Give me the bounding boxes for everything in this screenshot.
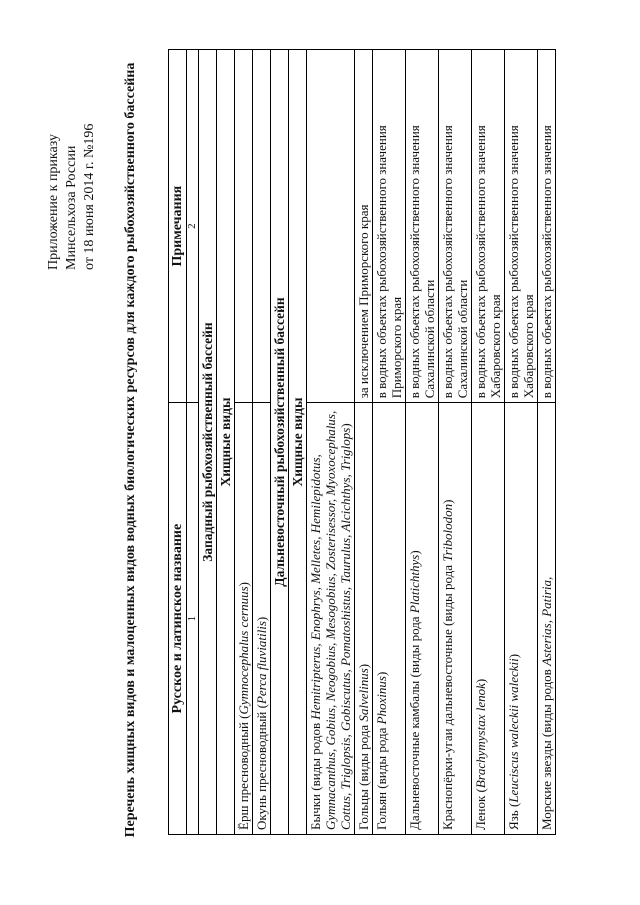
- species-latin-name: Asterias, Patiria,: [539, 576, 554, 666]
- species-name-cell: [373, 403, 406, 835]
- species-note-cell: [253, 50, 271, 403]
- column-header-name: Русское и латинское название: [169, 403, 187, 835]
- species-table: [168, 49, 556, 835]
- table-row: [355, 50, 373, 835]
- species-latin-name: Salvelinus: [356, 668, 371, 722]
- document-title: Перечень хищных видов и малоценных видов водных биологических ресурсов для каждого рыбохозяйственного бассейна: [123, 62, 138, 838]
- species-name-cell: [253, 403, 271, 835]
- species-russian-name: Окунь пресноводный (: [254, 704, 269, 830]
- west-rows: [235, 50, 271, 835]
- species-name-suffix: ): [254, 616, 269, 622]
- species-note-cell: в водных объектах рыбохозяйственного значения Сахалинской области: [439, 50, 472, 403]
- column-number-1: 1: [187, 403, 199, 835]
- species-latin-name: Phoxinus: [374, 676, 389, 725]
- species-name-cell: [472, 403, 505, 835]
- species-russian-name: Гольян (виды рода: [374, 724, 389, 830]
- species-name-suffix: ): [356, 663, 371, 669]
- table-row: [439, 50, 472, 835]
- species-russian-name: Бычки (виды родов: [308, 719, 323, 830]
- species-name-suffix: ): [374, 671, 389, 677]
- group-heading-west: Хищные виды: [217, 50, 235, 835]
- species-name-suffix: ): [236, 581, 251, 587]
- species-latin-name: Leuciscus waleckii waleckii: [506, 658, 521, 803]
- table-row: [307, 50, 355, 835]
- species-name-cell: [538, 403, 556, 835]
- species-name-suffix: ): [473, 678, 488, 684]
- column-header-notes: Примечания: [169, 50, 187, 403]
- species-note-cell: в водных объектах рыбохозяйственного значения: [538, 50, 556, 403]
- column-number-2: 2: [187, 50, 199, 403]
- species-russian-name: Ёрш пресноводный (: [236, 714, 251, 830]
- species-russian-name: Язь (: [506, 802, 521, 830]
- group-heading-east: Хищные виды: [289, 50, 307, 835]
- species-latin-name: Tribolodon: [440, 503, 455, 562]
- species-latin-name: Perca fluviatilis: [254, 621, 269, 705]
- species-latin-name: Platichthys: [407, 554, 422, 614]
- species-russian-name: Ленок (: [473, 788, 488, 830]
- species-name-cell: [235, 403, 253, 835]
- species-note-cell: за исключением Приморского края: [355, 50, 373, 403]
- species-russian-name: Дальневосточные камбалы (виды рода: [407, 613, 422, 830]
- basin-heading-west: Западный рыбохозяйственный бассейн: [199, 50, 217, 835]
- table-row: [253, 50, 271, 835]
- species-name-cell: [355, 403, 373, 835]
- species-name-cell: [406, 403, 439, 835]
- species-note-cell: [307, 50, 355, 403]
- species-russian-name: Краснопёрки-угаи дальневосточные (виды рода: [440, 561, 455, 830]
- species-note-cell: в водных объектах рыбохозяйственного значения Хабаровского края: [472, 50, 505, 403]
- species-name-suffix: ): [407, 550, 422, 555]
- table-row: [538, 50, 556, 835]
- header-line-3: от 18 июня 2014 г. №196: [82, 123, 97, 270]
- species-name-suffix: ): [440, 499, 455, 504]
- species-name-suffix: ): [506, 653, 521, 659]
- species-name-cell: [439, 403, 472, 835]
- species-note-cell: [235, 50, 253, 403]
- order-header: [45, 10, 99, 270]
- table-row: [373, 50, 406, 835]
- east-rows: [307, 50, 556, 835]
- species-russian-name: Гольцы (виды рода: [356, 721, 371, 830]
- species-name-cell: [505, 403, 538, 835]
- table-row: [505, 50, 538, 835]
- table-row: [472, 50, 505, 835]
- table-row: [235, 50, 253, 835]
- species-note-cell: в водных объектах рыбохозяйственного значения Приморского края: [373, 50, 406, 403]
- species-name-suffix: ): [338, 423, 353, 428]
- species-russian-name: Морские звезды (виды родов: [539, 665, 554, 830]
- basin-heading-east: Дальневосточный рыбохозяйственный бассейн: [271, 50, 289, 835]
- species-latin-name: Brachymystax lenok: [473, 683, 488, 789]
- species-latin-name: Gymnocephalus cernuus: [236, 586, 251, 715]
- species-latin-name: Hemitripterus, Enophrys, Melletes, Hemilepidotus, Gymnacanthus, Gobius, Neogobius, Mesogobius, Zosterisessor, Myoxocephalus, Cottus, Triglopsis, Gobiscutus, Pomatoshistus, Taurulus, Alcichthys, Triglops: [308, 410, 353, 830]
- header-line-1: Приложение к приказу: [46, 134, 61, 270]
- species-note-cell: в водных объектах рыбохозяйственного значения Сахалинской области: [406, 50, 439, 403]
- table-row: [406, 50, 439, 835]
- species-name-cell: [307, 403, 355, 835]
- species-note-cell: в водных объектах рыбохозяйственного значения Хабаровского края: [505, 50, 538, 403]
- header-line-2: Минсельхоза России: [64, 145, 79, 270]
